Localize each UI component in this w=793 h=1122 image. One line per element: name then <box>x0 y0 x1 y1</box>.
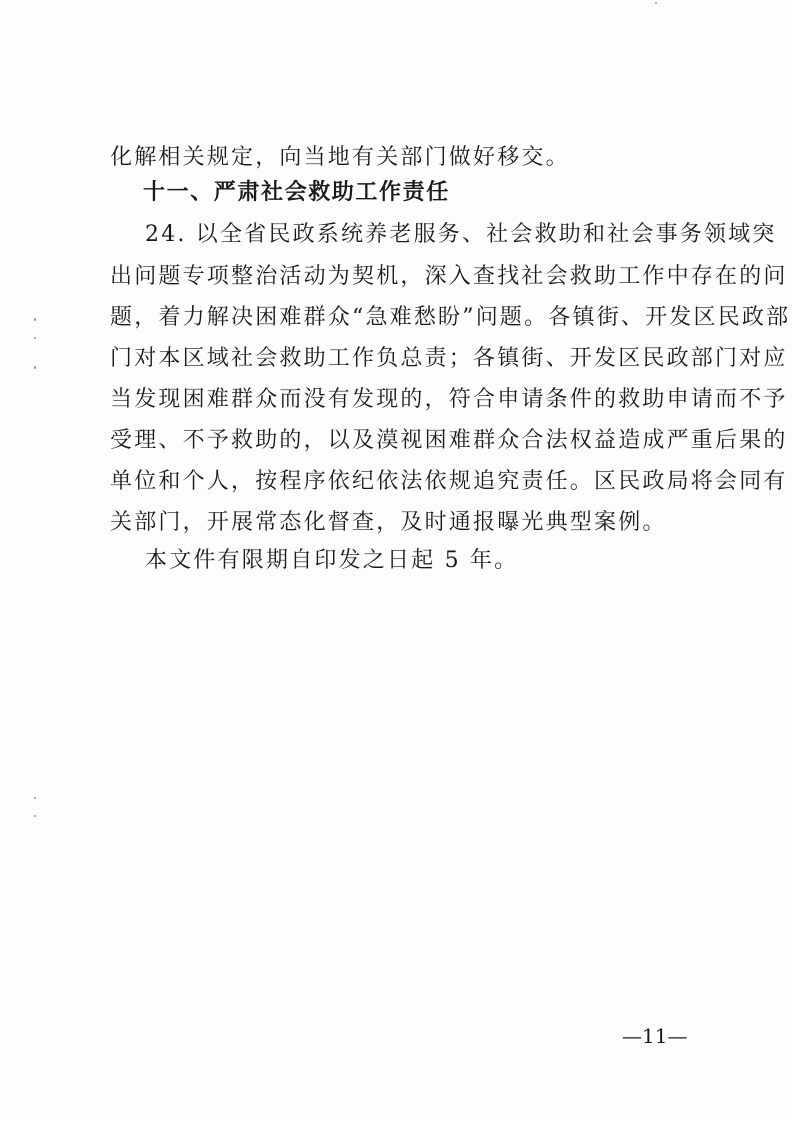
paragraph-line: 门对本区域社会救助工作负总责；各镇街、开发区民政部门对应 <box>110 346 788 371</box>
scan-artifact <box>34 366 36 369</box>
paragraph-line: 当发现困难群众而没有发现的，符合申请条件的救助申请而不予 <box>110 387 788 412</box>
scan-artifact <box>34 797 36 799</box>
text-line-continuation: 化解相关规定，向当地有关部门做好移交。 <box>110 145 570 170</box>
paragraph-line: 受理、不予救助的，以及漠视困难群众合法权益造成严重后果的 <box>110 428 788 453</box>
section-heading: 十一、严肃社会救助工作责任 <box>143 180 450 205</box>
page-number: —11— <box>622 1024 688 1048</box>
paragraph-line: 单位和个人，按程序依纪依法依规追究责任。区民政局将会同有 <box>110 469 788 494</box>
scan-artifact <box>34 815 36 817</box>
validity-statement: 本文件有限期自印发之日起 5 年。 <box>145 548 519 573</box>
scan-artifact <box>34 318 36 321</box>
paragraph-line: 题，着力解决困难群众“急难愁盼”问题。各镇街、开发区民政部 <box>110 305 791 330</box>
paragraph-line: 24. 以全省民政系统养老服务、社会救助和社会事务领域突 <box>145 222 777 247</box>
paragraph-line: 出问题专项整治活动为契机，深入查找社会救助工作中存在的问 <box>110 264 788 289</box>
paragraph-line: 关部门，开展常态化督查，及时通报曝光典型案例。 <box>110 510 667 535</box>
scan-artifact <box>655 2 657 4</box>
scan-artifact <box>34 337 36 339</box>
